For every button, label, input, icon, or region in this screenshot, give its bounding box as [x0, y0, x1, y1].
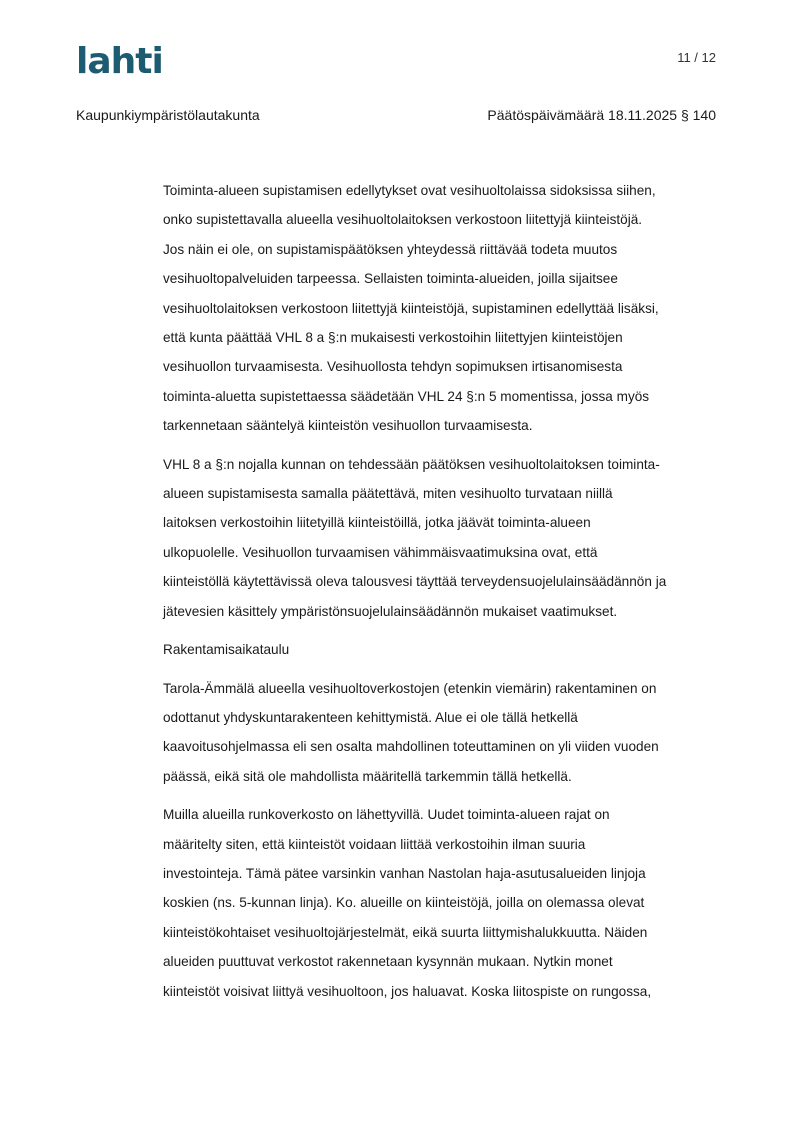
lahti-logo: lahti	[76, 41, 163, 82]
organization-name: Kaupunkiympäristölautakunta	[76, 107, 260, 123]
paragraph-1: Toiminta-alueen supistamisen edellytykset ovat vesihuoltolaissa sidoksissa siihen, onko supistettavalla alueella vesihuoltolaitoksen verkostoon liitettyjä kiinteistöjä. Jos näin ei ole, on supistamispäätöksen yhteydessä riittävää todeta muutos vesihuoltopalveluiden tarpeessa. Sellaisten toiminta-alueiden, joilla sijaitsee vesihuoltolaitoksen verkostoon liitettyjä kiinteistöjä, supistaminen edellyttää lisäksi, että kunta päättää VHL 8 a §:n mukaisesti verkostoihin liitettyjen kiinteistöjen vesihuollon turvaamisesta. Vesihuollosta tehdyn sopimuksen irtisanomisesta toiminta-aluetta supistettaessa säädetään VHL 24 §:n 5 momentissa, jossa myös tarkennetaan sääntelyä kiinteistön vesihuollon turvaamisesta.	[163, 183, 659, 434]
decision-date: Päätöspäivämäärä 18.11.2025 § 140	[487, 107, 716, 123]
document-body	[163, 176, 719, 1015]
page-number: 11 / 12	[677, 50, 716, 65]
paragraph-2: VHL 8 a §:n nojalla kunnan on tehdessään päätöksen vesihuoltolaitoksen toiminta- alueen supistamisesta samalla päätettävä, miten vesihuolto turvataan niillä laitoksen verkostoihin liitetyillä kiinteistöillä, jotka jäävät toiminta-alueen ulkopuolelle. Vesihuollon turvaamisen vähimmäisvaatimuksina ovat, että kiinteistöllä käytettävissä oleva talousvesi täyttää terveydensuojelulainsäädännön ja jätevesien käsittely ympäristönsuojelulainsäädännön mukaiset vaatimukset.	[163, 456, 667, 619]
paragraph-3: Tarola-Ämmälä alueella vesihuoltoverkostojen (etenkin viemärin) rakentaminen on odottanut yhdyskuntarakenteen kehittymistä. Alue ei ole tällä hetkellä kaavoitusohjelmassa eli sen osalta mahdollinen toteuttaminen on yli viiden vuoden päässä, eikä sitä ole mahdollista määritellä tarkemmin tällä hetkellä.	[163, 680, 659, 784]
section-heading: Rakentamisaikataulu	[163, 642, 290, 658]
paragraph-4: Muilla alueilla runkoverkosto on lähettyvillä. Uudet toiminta-alueen rajat on määritelty siten, että kiinteistöt voidaan liittää verkostoihin ilman suuria investointeja. Tämä pätee varsinkin vanhan Nastolan haja-asutusalueiden linjoja koskien (ns. 5-kunnan linja). Ko. alueille on kiinteistöjä, joilla on olemassa olevat kiinteistökohtaiset vesihuoltojärjestelmät, eikä suurta liittymishalukkuutta. Näiden alueiden puuttuvat verkostot rakennetaan kysynnän mukaan. Nytkin monet kiinteistöt voisivat liittyä vesihuoltoon, jos haluavat. Koska liitospiste on rungossa,	[163, 807, 652, 999]
